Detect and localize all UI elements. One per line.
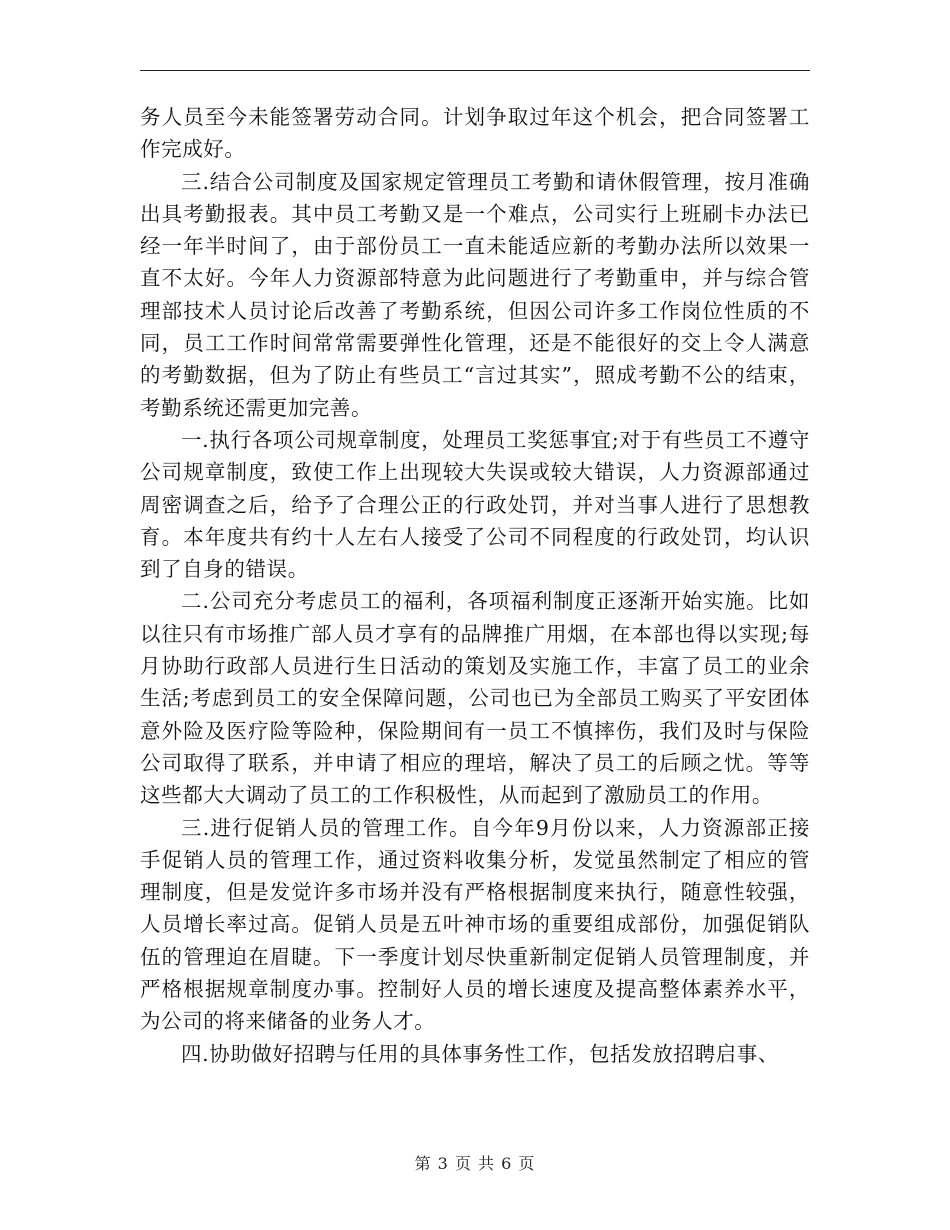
paragraph-rules-discipline: 一.执行各项公司规章制度，处理员工奖惩事宜;对于有些员工不遵守公司规章制度，致使工作上出现较大失误或较大错误，人力资源部通过周密调查之后，给予了合理公正的行政处罚，并对当事人进行了思想教育。本年度共有约十人左右人接受了公司不同程度的行政处罚，均认识到了自身的错误。 [140, 427, 810, 582]
paragraph-recruitment: 四.协助做好招聘与任用的具体事务性工作，包括发放招聘启事、 [181, 1041, 779, 1066]
paragraph-promoters: 三.进行促销人员的管理工作。自今年9月份以来，人力资源部正接手促销人员的管理工作，通过资料收集分析，发觉虽然制定了相应的管理制度，但是发觉许多市场并没有严格根据制度来执行，随意性较强，人员增长率过高。促销人员是五叶神市场的重要组成部份，加强促销队伍的管理迫在眉睫。下一季度计划尽快重新制定促销人员管理制度，并严格根据规章制度办事。控制好人员的增长速度及提高整体素养水平，为公司的将来储备的业务人才。 [140, 815, 810, 1034]
document-body [140, 101, 810, 1070]
paragraph-continuation: 务人员至今未能签署劳动合同。计划争取过年这个机会，把合同签署工作完成好。 [140, 105, 810, 162]
paragraph-attendance: 三.结合公司制度及国家规定管理员工考勤和请休假管理，按月准确出具考勤报表。其中员工考勤又是一个难点，公司实行上班刷卡办法已经一年半时间了，由于部份员工一直未能适应新的考勤办法所以效果一直不太好。今年人力资源部特意为此问题进行了考勤重申，并与综合管理部技术人员讨论后改善了考勤系统，但因公司许多工作岗位性质的不同，员工工作时间常常需要弹性化管理，还是不能很好的交上令人满意的考勤数据，但为了防止有些员工“言过其实”，照成考勤不公的结束，考勤系统还需更加完善。 [140, 169, 810, 420]
page-number-label: 第 3 页 共 6 页 [414, 1154, 536, 1173]
header-rule [140, 70, 810, 71]
paragraph-welfare: 二.公司充分考虑员工的福利，各项福利制度正逐渐开始实施。比如以往只有市场推广部人员才享有的品牌推广用烟，在本部也得以实现;每月协助行政部人员进行生日活动的策划及实施工作，丰富了员工的业余生活;考虑到员工的安全保障问题，公司也已为全部员工购买了平安团体意外险及医疗险等险种，保险期间有一员工不慎摔伤，我们及时与保险公司取得了联系，并申请了相应的理培，解决了员工的后顾之忧。等等这些都大大调动了员工的工作积极性，从而起到了激励员工的作用。 [140, 589, 810, 808]
page-footer [0, 1154, 950, 1174]
